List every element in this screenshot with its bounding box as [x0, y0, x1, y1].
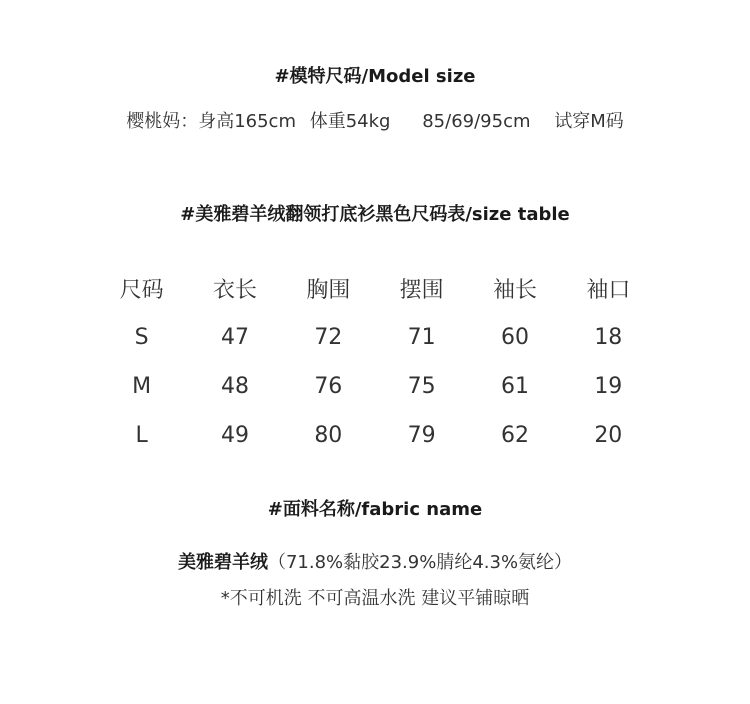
table-cell: 72 — [314, 325, 343, 350]
table-cell: 18 — [594, 325, 623, 350]
model-info — [0, 107, 750, 133]
size-table-header-row — [95, 264, 655, 313]
model-size-heading: #模特尺码/Model size — [274, 66, 476, 87]
model-tried-size: 试穿M码 — [554, 111, 624, 132]
table-cell: 49 — [220, 423, 249, 448]
table-cell: 62 — [500, 423, 529, 448]
column-header: 摆围 — [399, 278, 444, 303]
size-table — [95, 264, 655, 460]
fabric-composition-line — [0, 548, 750, 574]
column-header: 袖长 — [492, 278, 537, 303]
model-measurements: 85/69/95cm — [422, 111, 531, 132]
table-cell: 71 — [407, 325, 436, 350]
column-header: 胸围 — [306, 278, 351, 303]
fabric-name: 美雅碧羊绒 — [177, 552, 268, 573]
table-row — [95, 313, 655, 362]
table-cell: L — [135, 423, 148, 448]
model-height: 樱桃妈：身高165cm — [126, 111, 296, 132]
table-cell: 48 — [220, 374, 249, 399]
fabric-composition: （71.8%黏胶23.9%腈纶4.3%氨纶） — [267, 552, 573, 573]
table-cell: 61 — [500, 374, 529, 399]
table-cell: M — [132, 374, 152, 399]
table-row — [95, 411, 655, 460]
table-cell: 47 — [220, 325, 249, 350]
fabric-heading: #面料名称/fabric name — [267, 499, 483, 520]
table-cell: 20 — [594, 423, 623, 448]
table-cell: 79 — [407, 423, 436, 448]
care-instructions: *不可机洗 不可高温水洗 建议平铺晾晒 — [220, 588, 530, 609]
column-header: 尺码 — [119, 278, 164, 303]
table-cell: 60 — [500, 325, 529, 350]
table-cell: 19 — [594, 374, 623, 399]
table-cell: 76 — [314, 374, 343, 399]
model-weight: 体重54kg — [309, 111, 391, 132]
column-header: 袖口 — [586, 278, 631, 303]
table-cell: 80 — [314, 423, 343, 448]
table-row — [95, 362, 655, 411]
size-table-heading: #美雅碧羊绒翻领打底衫黑色尺码表/size table — [180, 204, 570, 225]
table-cell: 75 — [407, 374, 436, 399]
table-cell: S — [134, 325, 149, 350]
column-header: 衣长 — [212, 278, 257, 303]
